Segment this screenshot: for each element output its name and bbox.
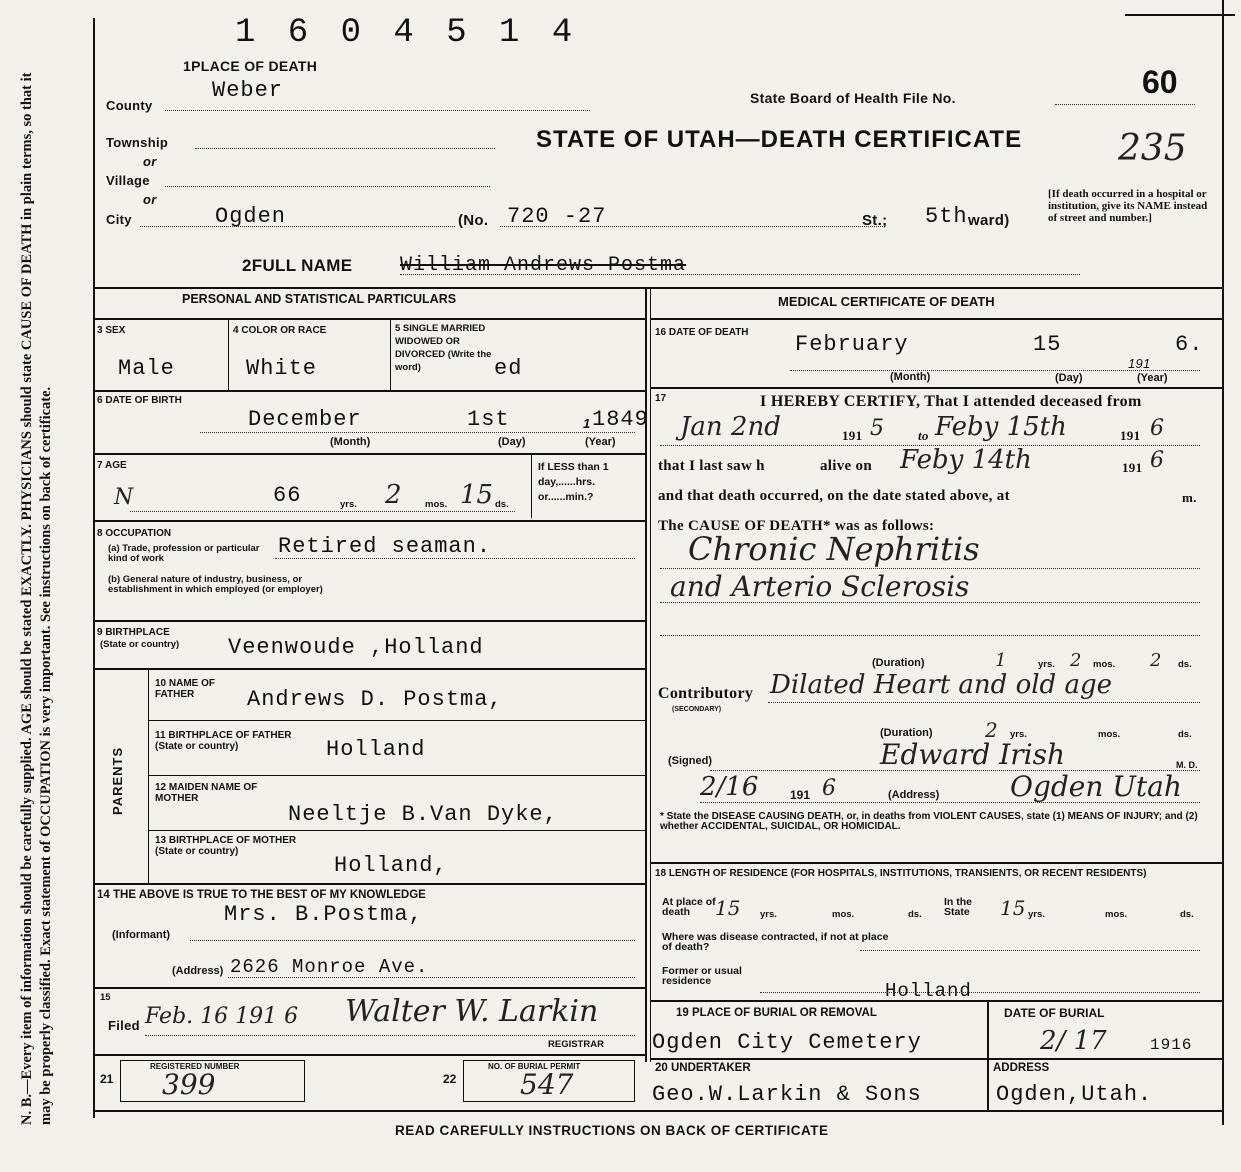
signed-address-label: (Address) <box>888 789 940 801</box>
burial-year: 1916 <box>1150 1036 1193 1054</box>
margin-instructions: N. B.—Every item of information should be carefully supplied. AGE should be stated EXACTLY. PHYSICIANS should state CAUSE OF DEATH in plain terms, so that it may be properly classified. Exact statement of OCCUPATION is very important. See instructions on back of certificate. <box>19 72 54 1125</box>
dob-day-caption: (Day) <box>498 436 526 448</box>
cause-2: and Arterio Sclerosis <box>670 570 970 603</box>
signed-address: Ogden Utah <box>1010 770 1182 803</box>
dob-year-prefix: 1 <box>583 416 591 431</box>
year1-prefix: 191 <box>842 428 863 443</box>
in-state-label: In the State <box>944 896 972 918</box>
certificate-title: STATE OF UTAH—DEATH CERTIFICATE <box>536 126 1023 153</box>
duration-1-years: 1 <box>995 650 1007 671</box>
m-label: m. <box>1182 490 1197 505</box>
dob-month-caption: (Month) <box>330 436 371 448</box>
reg-num-label: REGISTERED NUMBER <box>150 1062 240 1071</box>
less-than-note: If LESS than 1 day,......hrs. or......min.? <box>538 461 609 503</box>
age-mark: N <box>114 485 134 510</box>
informant-caption: (Informant) <box>112 929 171 941</box>
ds-caption: ds. <box>495 499 509 510</box>
attended-from-year: 5 <box>870 416 884 441</box>
marital-value: ed <box>494 356 523 381</box>
last-saw-mid: alive on <box>820 458 872 474</box>
burial-place-value: Ogden City Cemetery <box>652 1030 922 1055</box>
father-birthplace-label: 11 BIRTHPLACE OF FATHER (State or country) <box>155 730 292 752</box>
marital-label: 5 SINGLE MARRIED WIDOWED OR DIVORCED (Write the word) <box>395 323 492 373</box>
parents-label: PARENTS <box>110 746 125 815</box>
dob-year-caption: (Year) <box>585 436 616 448</box>
cause-1: Chronic Nephritis <box>688 530 980 568</box>
footer-instructions: READ CAREFULLY INSTRUCTIONS ON BACK OF CERTIFICATE <box>395 1123 829 1138</box>
dod-year-prefix: 191 <box>1128 356 1151 371</box>
res-mos-2: mos. <box>1105 909 1128 920</box>
undertaker-address-value: Ogden,Utah. <box>996 1082 1153 1107</box>
date-burial-value: 2/ 17 <box>1040 1026 1107 1056</box>
occupation-label: 8 OCCUPATION <box>97 528 172 539</box>
year4-prefix: 191 <box>790 788 811 802</box>
burial-place-label: 19 PLACE OF BURIAL OR REMOVAL <box>676 1007 877 1019</box>
md-label: M. D. <box>1176 760 1198 770</box>
dob-day: 1st <box>467 407 510 432</box>
permit-label: NO. OF BURIAL PERMIT <box>488 1062 581 1071</box>
where-contracted-label: Where was disease contracted, if not at place of death? <box>662 931 889 953</box>
place-of-death-label: 1PLACE OF DEATH <box>183 58 318 74</box>
duration-1-months: 2 <box>1070 650 1082 671</box>
informant-label: 14 THE ABOVE IS TRUE TO THE BEST OF MY KNOWLEDGE <box>97 889 426 901</box>
dur2-mos: mos. <box>1098 729 1121 740</box>
duration-label-1: (Duration) <box>872 657 925 669</box>
res-yrs-2: yrs. <box>1028 909 1045 920</box>
full-name-label: 2FULL NAME <box>242 256 353 275</box>
street-label: St.; <box>862 212 888 229</box>
dur2-ds: ds. <box>1178 729 1192 740</box>
sex-label: 3 SEX <box>97 325 126 336</box>
undertaker-address-label: ADDRESS <box>993 1062 1050 1074</box>
sex-value: Male <box>118 356 175 381</box>
or-label-1: or <box>143 154 157 169</box>
contributory-value: Dilated Heart and old age <box>770 670 1112 700</box>
certify-num: 17 <box>655 393 667 404</box>
res-mos-1: mos. <box>832 909 855 920</box>
undertaker-label: 20 UNDERTAKER <box>655 1062 751 1074</box>
dod-year: 6. <box>1175 332 1204 357</box>
residence-place-years: 15 <box>715 896 741 920</box>
full-name-value: William Andrews Postma <box>400 254 687 277</box>
city-label: City <box>106 212 132 227</box>
dob-year: 1849 <box>592 407 649 432</box>
dod-label: 16 DATE OF DEATH <box>655 327 749 338</box>
hospital-note: [If death occurred in a hospital or institution, give its NAME instead of street and number.] <box>1048 188 1208 224</box>
ward-value: 5th <box>925 204 968 229</box>
duration-2-years: 2 <box>985 718 998 742</box>
attended-to-year: 6 <box>1150 416 1164 441</box>
personal-section-title: PERSONAL AND STATISTICAL PARTICULARS <box>182 292 457 306</box>
father-birthplace-value: Holland <box>326 737 426 762</box>
dod-day-caption: (Day) <box>1055 372 1083 384</box>
mother-value: Neeltje B.Van Dyke, <box>288 802 558 827</box>
county-label: County <box>106 98 153 113</box>
date-burial-label: DATE OF BURIAL <box>1004 1006 1105 1020</box>
dur1-yrs: yrs. <box>1038 659 1055 670</box>
yrs-caption: yrs. <box>340 499 357 510</box>
registrar-signature: Walter W. Larkin <box>345 994 599 1029</box>
duration-label-2: (Duration) <box>880 727 933 739</box>
street-no-label: (No. <box>458 212 489 229</box>
father-label: 10 NAME OF FATHER <box>155 678 216 700</box>
age-years: 66 <box>273 483 302 508</box>
dod-month: February <box>795 332 909 357</box>
dob-label: 6 DATE OF BIRTH <box>97 395 182 406</box>
signed-label: (Signed) <box>668 755 712 767</box>
undertaker-value: Geo.W.Larkin & Sons <box>652 1082 922 1107</box>
or-label-2: or <box>143 192 157 207</box>
cause-label: The CAUSE OF DEATH* was as follows: <box>658 518 935 534</box>
birthplace-label: 9 BIRTHPLACE <box>97 627 170 638</box>
informant-address-value: 2626 Monroe Ave. <box>230 956 429 978</box>
medical-section-title: MEDICAL CERTIFICATE OF DEATH <box>778 294 995 309</box>
signed-date: 2/16 <box>700 772 759 802</box>
occupation-a-label: (a) Trade, profession or particular kind of work <box>108 543 260 564</box>
dod-day: 15 <box>1033 332 1062 357</box>
father-value: Andrews D. Postma, <box>247 687 503 712</box>
mother-birthplace-label: 13 BIRTHPLACE OF MOTHER (State or country) <box>155 835 297 857</box>
registrar-label: REGISTRAR <box>548 1039 604 1050</box>
birthplace-sub: (State or country) <box>100 639 180 650</box>
dob-month: December <box>248 407 362 432</box>
filed-value: Feb. 16 191 6 <box>145 1004 299 1029</box>
residence-label: 18 LENGTH OF RESIDENCE (FOR HOSPITALS, INSTITUTIONS, TRANSIENTS, OR RECENT RESIDENTS) <box>655 868 1147 879</box>
death-occurred-text: and that death occurred, on the date stated above, at <box>658 488 1010 504</box>
former-residence-label: Former or usual residence <box>662 965 742 987</box>
hand-number: 235 <box>1118 128 1187 169</box>
contributory-label: Contributory <box>658 685 754 702</box>
ward-label: ward) <box>968 212 1010 229</box>
last-saw-date: Feby 14th <box>900 445 1032 475</box>
reg-num-prefix: 21 <box>100 1072 114 1086</box>
attended-to: Feby 15th <box>935 412 1067 442</box>
year3-prefix: 191 <box>1122 460 1143 475</box>
mos-caption: mos. <box>425 499 448 510</box>
occupation-value: Retired seaman. <box>278 534 492 559</box>
dur1-mos: mos. <box>1093 659 1116 670</box>
at-place-label: At place of death <box>662 896 716 918</box>
birthplace-value: Veenwoude ,Holland <box>228 635 484 660</box>
signed-year: 6 <box>822 776 836 801</box>
filed-num: 15 <box>100 992 111 1003</box>
color-value: White <box>246 356 318 381</box>
signer-signature: Edward Irish <box>880 738 1066 771</box>
last-saw-prefix: that I last saw h <box>658 458 765 474</box>
village-label: Village <box>106 173 150 188</box>
file-no-value: 60 <box>1142 64 1178 100</box>
reg-num-value: 399 <box>162 1068 216 1101</box>
informant-address-label: (Address) <box>172 965 224 977</box>
permit-value: 547 <box>520 1068 574 1101</box>
frame-left <box>93 18 95 1118</box>
mother-label: 12 MAIDEN NAME OF MOTHER <box>155 782 258 804</box>
res-ds-2: ds. <box>1180 909 1194 920</box>
to-label: to <box>918 428 929 443</box>
secondary-label: (SECONDARY) <box>672 706 722 713</box>
dod-month-caption: (Month) <box>890 371 931 383</box>
res-yrs-1: yrs. <box>760 909 777 920</box>
attended-from: Jan 2nd <box>680 412 781 442</box>
last-saw-year: 6 <box>1150 448 1164 473</box>
color-label: 4 COLOR OR RACE <box>233 325 327 336</box>
township-label: Township <box>106 135 169 150</box>
former-residence-value: Holland <box>885 980 972 1002</box>
filed-label: Filed <box>108 1018 140 1033</box>
footnote: * State the DISEASE CAUSING DEATH, or, in deaths from VIOLENT CAUSES, state (1) MEANS OF INJURY; and (2) whether ACCIDENTAL, SUICIDAL, OR HOMICIDAL. <box>660 811 1198 832</box>
dur1-ds: ds. <box>1178 659 1192 670</box>
dur2-yrs: yrs. <box>1010 729 1027 740</box>
street-no-value: 720 -27 <box>507 204 607 229</box>
age-months: 2 <box>385 480 402 510</box>
file-no-label: State Board of Health File No. <box>750 90 956 106</box>
dod-year-caption: (Year) <box>1137 372 1168 384</box>
certify-text: I HEREBY CERTIFY, That I attended deceased from <box>760 393 1142 410</box>
occupation-b-label: (b) General nature of industry, business, or establishment in which employed (or employer) <box>108 574 323 595</box>
city-value: Ogden <box>215 204 287 229</box>
age-label: 7 AGE <box>97 460 127 471</box>
res-ds-1: ds. <box>908 909 922 920</box>
mother-birthplace-value: Holland, <box>334 853 448 878</box>
duration-1-days: 2 <box>1150 650 1162 671</box>
year2-prefix: 191 <box>1120 428 1141 443</box>
informant-value: Mrs. B.Postma, <box>224 902 423 927</box>
age-days: 15 <box>460 480 494 510</box>
residence-state-years: 15 <box>1000 896 1026 920</box>
county-value: Weber <box>212 78 284 103</box>
frame-right <box>1222 0 1224 1125</box>
permit-prefix: 22 <box>443 1072 457 1086</box>
file-stamp: 1 6 0 4 5 1 4 <box>235 14 579 52</box>
